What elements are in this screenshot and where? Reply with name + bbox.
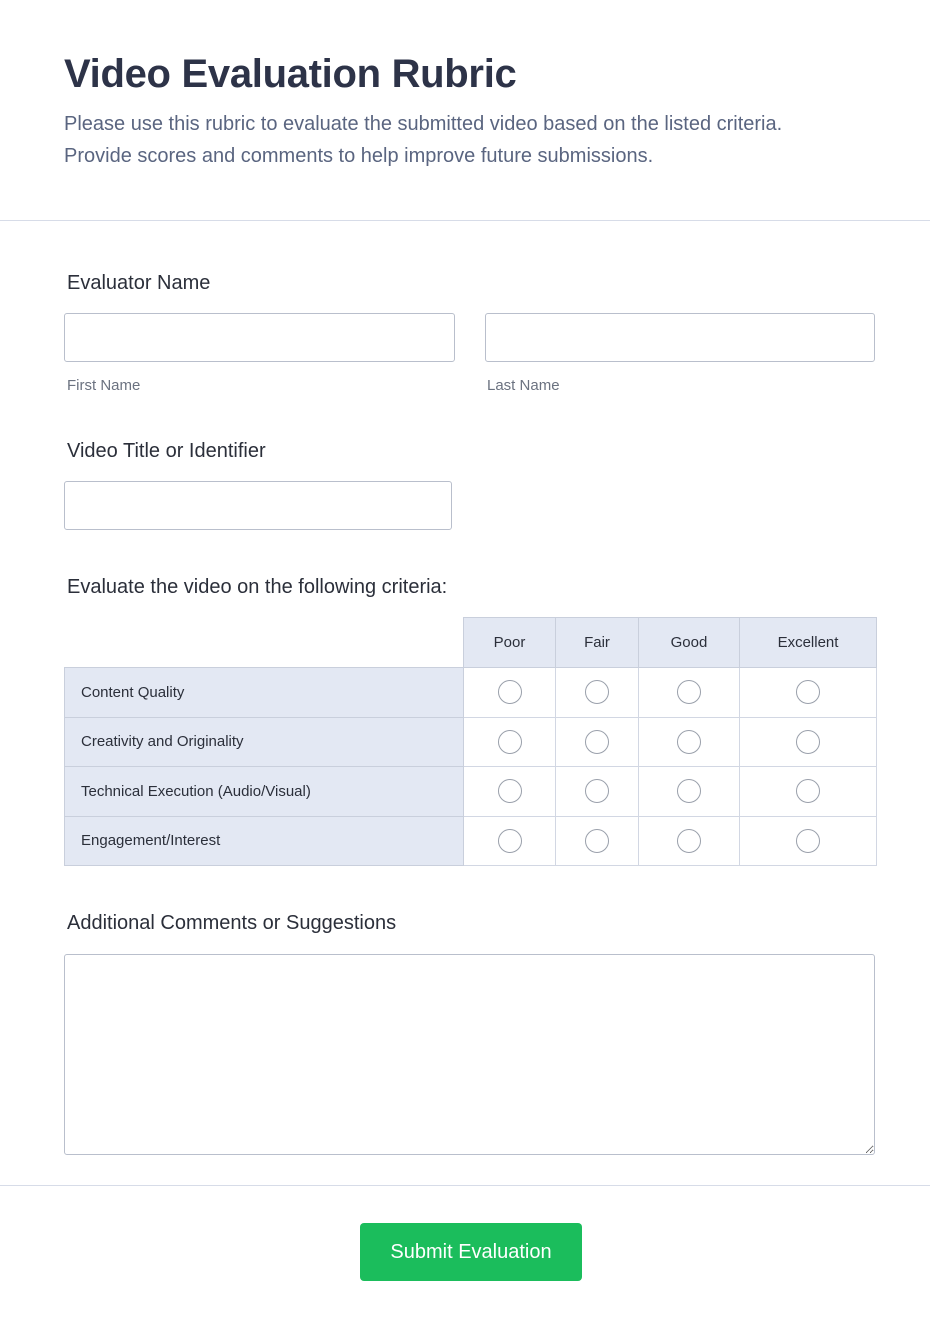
rating-cell [556, 767, 639, 817]
submit-evaluation-button[interactable]: Submit Evaluation [360, 1223, 582, 1281]
description-line: Please use this rubric to evaluate the submitted video based on the listed criteria. [64, 113, 783, 135]
radio-excellent[interactable] [796, 680, 820, 704]
table-row [65, 767, 877, 817]
rating-cell [740, 668, 877, 718]
radio-fair[interactable] [585, 730, 609, 754]
radio-poor[interactable] [498, 829, 522, 853]
criterion-label: Content Quality [65, 668, 464, 718]
radio-excellent[interactable] [796, 730, 820, 754]
rating-cell [464, 767, 556, 817]
rating-cell [464, 816, 556, 866]
comments-label: Additional Comments or Suggestions [67, 912, 397, 934]
divider [0, 1185, 930, 1186]
radio-poor[interactable] [498, 730, 522, 754]
divider [0, 220, 930, 221]
rating-cell [740, 767, 877, 817]
first-name-label: First Name [67, 377, 141, 394]
rating-cell [639, 767, 740, 817]
rating-cell [639, 816, 740, 866]
video-title-input[interactable] [64, 481, 452, 530]
rating-cell [639, 717, 740, 767]
last-name-label: Last Name [487, 377, 560, 394]
rating-cell [556, 717, 639, 767]
rating-cell [464, 717, 556, 767]
radio-good[interactable] [677, 829, 701, 853]
radio-poor[interactable] [498, 680, 522, 704]
column-header: Excellent [740, 618, 877, 668]
description-line: Provide scores and comments to help improve future submissions. [64, 145, 654, 167]
criterion-label: Technical Execution (Audio/Visual) [65, 767, 464, 817]
criterion-label: Engagement/Interest [65, 816, 464, 866]
rubric-header-row [65, 618, 877, 668]
column-header: Good [639, 618, 740, 668]
table-row [65, 816, 877, 866]
page-title: Video Evaluation Rubric [64, 52, 517, 96]
radio-fair[interactable] [585, 829, 609, 853]
rating-cell [556, 668, 639, 718]
table-row [65, 717, 877, 767]
rubric-table [64, 617, 877, 866]
criteria-label: Evaluate the video on the following criteria: [67, 576, 448, 598]
radio-fair[interactable] [585, 680, 609, 704]
rating-cell [740, 717, 877, 767]
evaluator-name-label: Evaluator Name [67, 272, 211, 294]
first-name-input[interactable] [64, 313, 455, 362]
comments-textarea[interactable] [64, 954, 875, 1155]
page-description [64, 108, 904, 172]
radio-good[interactable] [677, 730, 701, 754]
video-title-label: Video Title or Identifier [67, 440, 266, 462]
rating-cell [464, 668, 556, 718]
last-name-input[interactable] [485, 313, 875, 362]
radio-poor[interactable] [498, 779, 522, 803]
rating-cell [556, 816, 639, 866]
column-header: Fair [556, 618, 639, 668]
radio-excellent[interactable] [796, 829, 820, 853]
radio-good[interactable] [677, 779, 701, 803]
column-header: Poor [464, 618, 556, 668]
radio-excellent[interactable] [796, 779, 820, 803]
table-row [65, 668, 877, 718]
criterion-label: Creativity and Originality [65, 717, 464, 767]
rating-cell [639, 668, 740, 718]
radio-fair[interactable] [585, 779, 609, 803]
radio-good[interactable] [677, 680, 701, 704]
rating-cell [740, 816, 877, 866]
